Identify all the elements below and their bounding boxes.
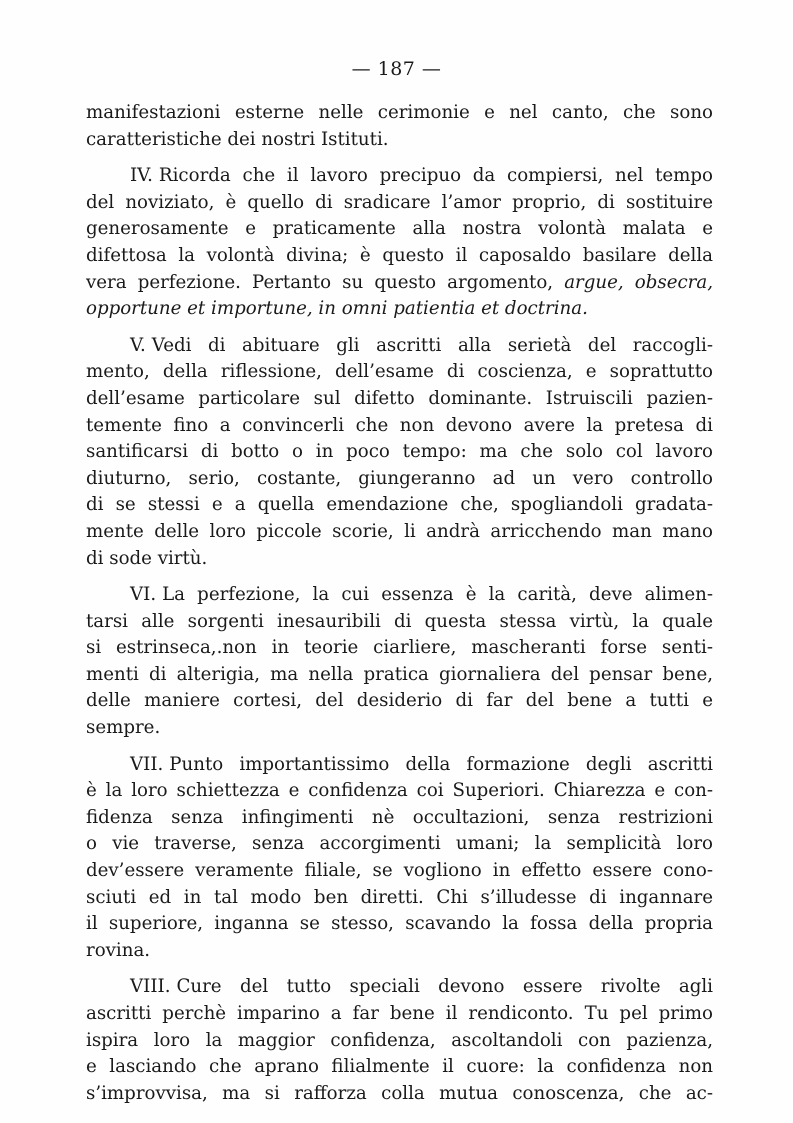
text-line: rovina. xyxy=(86,939,151,961)
text-line: tarsi alle sorgenti inesauribili di questa stessa virtù, la quale xyxy=(86,610,713,632)
text-line: s’improvvisa, ma si rafforza colla mutua conoscenza, che ac- xyxy=(86,1082,713,1104)
text-line: diuturno, serio, costante, giungeranno ad un vero controllo xyxy=(86,467,713,489)
text-line: del noviziato, è quello di sradicare l’amor proprio, di sostituire xyxy=(86,191,713,213)
text-line: ispira loro la maggior confidenza, ascoltandoli con pazienza, xyxy=(86,1029,713,1051)
text-line: mente delle loro piccole scorie, li andrà arricchendo man mano xyxy=(86,520,713,542)
latin-quote: argue, obsecra, xyxy=(564,271,713,293)
text-line-content: Ricorda che il lavoro precipuo da compiersi, nel tempo xyxy=(158,165,713,187)
text-line: di se stessi e a quella emendazione che, spogliandoli gradata- xyxy=(86,494,713,516)
text-line-content: La perfezione, la cui essenza è la carità, deve alimen- xyxy=(162,584,713,606)
paragraph-v xyxy=(86,333,713,572)
text-line: di sode virtù. xyxy=(86,547,208,569)
text-line: menti di alterigia, ma nella pratica giornaliera del pensar bene, xyxy=(86,663,713,685)
text-line: caratteristiche dei nostri Istituti. xyxy=(86,128,389,150)
text-line: sciuti ed in tal modo ben diretti. Chi s’illudesse di ingannare xyxy=(86,886,713,908)
text-line: si estrinseca,.non in teorie ciarliere, mascheranti forse senti- xyxy=(86,637,713,659)
text-line: e lasciando che aprano filialmente il cuore: la confidenza non xyxy=(86,1056,713,1078)
text-line: sempre. xyxy=(86,717,161,739)
text-line-content: Punto importantissimo della formazione degli ascritti xyxy=(169,753,713,775)
paragraph-vi xyxy=(86,582,713,742)
text-line: il superiore, inganna se stesso, scavando la fossa della propria xyxy=(86,913,713,935)
paragraph-continuation xyxy=(86,100,713,153)
paragraph-vii xyxy=(86,752,713,965)
text-line xyxy=(86,582,713,609)
text-line: dev’essere veramente filiale, se vogliono in effetto essere cono- xyxy=(86,860,713,882)
text-line: ascritti perchè imparino a far bene il rendiconto. Tu pel primo xyxy=(86,1003,713,1024)
text-line-content: vera perfezione. Pertanto su questo argomento, xyxy=(86,271,554,293)
text-line xyxy=(86,752,713,779)
text-line: dell’esame particolare sul difetto dominante. Istruiscili pazien- xyxy=(86,387,713,409)
text-line xyxy=(86,333,713,360)
body-text xyxy=(86,100,713,1107)
text-line-content: Vedi di abituare gli ascritti alla serietà del raccogli- xyxy=(151,334,713,356)
latin-quote: opportune et importune, in omni patientia et doctrina. xyxy=(86,298,588,320)
text-line: manifestazioni esterne nelle cerimonie e nel canto, che sono xyxy=(86,102,713,123)
text-line: mento, della riflessione, dell’esame di coscienza, e soprattutto xyxy=(86,361,713,383)
text-line: è la loro schiettezza e confidenza coi Superiori. Chiarezza e con- xyxy=(86,780,713,802)
text-line xyxy=(86,163,713,190)
text-line xyxy=(86,296,713,323)
text-line: difettosa la volontà divina; è questo il caposaldo basilare della xyxy=(86,244,713,266)
paragraph-numeral: IV. xyxy=(130,165,153,187)
page-number: — 187 — xyxy=(351,58,442,80)
paragraph-numeral: V. xyxy=(130,334,146,356)
text-line: generosamente e praticamente alla nostra volontà malata e xyxy=(86,218,713,240)
paragraph-viii xyxy=(86,974,713,1107)
paragraph-numeral: VIII. xyxy=(130,976,171,998)
paragraph-numeral: VI. xyxy=(130,584,157,606)
text-line xyxy=(86,974,713,1001)
text-line: o vie traverse, senza accorgimenti umani; la semplicità loro xyxy=(86,833,713,855)
text-line-content: Cure del tutto speciali devono essere rivolte agli xyxy=(176,976,713,998)
text-line xyxy=(86,270,713,297)
text-line: delle maniere cortesi, del desiderio di far del bene a tutti e xyxy=(86,690,713,712)
text-line: temente fino a convincerli che non devono avere la pretesa di xyxy=(86,414,713,436)
paragraph-iv xyxy=(86,163,713,323)
text-line: fidenza senza infingimenti nè occultazioni, senza restrizioni xyxy=(86,806,713,828)
paragraph-numeral: VII. xyxy=(130,753,164,775)
text-line: santificarsi di botto o in poco tempo: ma che solo col lavoro xyxy=(86,441,713,463)
